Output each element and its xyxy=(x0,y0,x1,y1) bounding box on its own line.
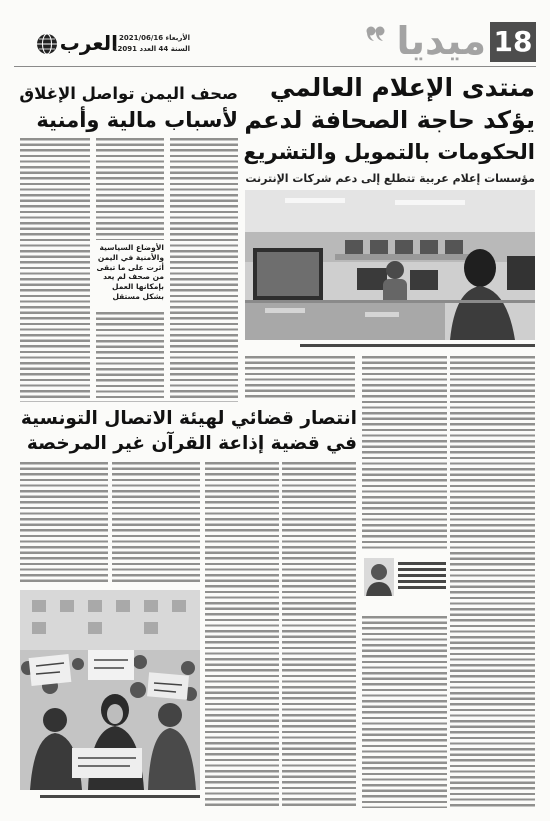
page-number: 18 xyxy=(490,22,536,62)
building xyxy=(20,590,200,650)
protest-sign xyxy=(29,654,72,686)
quote-icon xyxy=(366,26,386,42)
body-text-column xyxy=(205,462,279,808)
body-text-column xyxy=(20,462,108,585)
body-text-column xyxy=(112,462,200,585)
protester-head xyxy=(43,708,67,732)
issue-number: السنة 44 العدد 12091 xyxy=(112,45,190,53)
newsroom-photo xyxy=(245,190,535,340)
yemen-headline-line: لأسباب مالية وأمنية xyxy=(36,108,238,132)
front-monitor-screen xyxy=(257,252,319,296)
monitor xyxy=(357,268,387,290)
body-text-column xyxy=(245,356,355,398)
photo-caption xyxy=(40,795,200,799)
section-name: ميديا xyxy=(396,19,486,63)
tunisia-headline-line: في قضية إذاعة القرآن غير المرخصة xyxy=(26,433,357,454)
keyboard xyxy=(365,312,399,317)
body-text-column xyxy=(362,356,447,552)
monitor xyxy=(507,256,535,290)
back-desk xyxy=(335,254,485,260)
body-text-column xyxy=(282,462,356,808)
protester-head xyxy=(158,703,182,727)
monitor xyxy=(410,270,438,290)
pull-quote: الأوضاع السياسية والأمنية في اليمن أثرت على ما تبقى من صحف لم يعد بإمكانها العمل بشكل مستقل xyxy=(96,243,164,301)
photo-caption xyxy=(300,344,535,348)
journalist-hair xyxy=(464,249,496,287)
issue-date: الأربعاء 2021/06/16 xyxy=(119,34,190,42)
ceiling-light xyxy=(395,200,465,205)
journalist-head xyxy=(386,261,404,279)
keyboard xyxy=(265,308,305,313)
main-headline-line: يؤكد حاجة الصحافة لدعم xyxy=(244,106,535,134)
ceiling xyxy=(245,190,535,232)
main-headline-line: منتدى الإعلام العالمي xyxy=(269,73,535,102)
author-portrait xyxy=(364,558,394,596)
author-name xyxy=(398,562,446,589)
article-divider xyxy=(20,401,238,402)
main-subheadline: مؤسسات إعلام عربية تتطلع إلى دعم شركات الإنترنت xyxy=(245,172,535,185)
body-text-column xyxy=(450,356,535,808)
globe-icon xyxy=(36,33,58,55)
back-row-monitors xyxy=(345,240,463,254)
newspaper-logo: العرب xyxy=(59,31,118,55)
desk-edge xyxy=(245,300,535,303)
protest-sign xyxy=(147,672,189,699)
protest-sign xyxy=(72,748,142,778)
main-headline-line: الحكومات بالتمويل والتشريع xyxy=(243,140,535,164)
body-text-column xyxy=(96,312,164,398)
tunisia-headline-line: انتصار قضائي لهيئة الاتصال التونسية xyxy=(20,408,357,429)
masthead-rule xyxy=(14,66,536,67)
body-text-column xyxy=(96,138,164,240)
protest-photo xyxy=(20,590,200,790)
protester-face xyxy=(107,704,123,724)
protest-sign xyxy=(88,650,134,680)
ceiling-light xyxy=(285,198,345,203)
body-text-column xyxy=(170,138,238,398)
body-text-column xyxy=(20,138,90,398)
yemen-headline-line: صحف اليمن تواصل الإغلاق xyxy=(19,84,238,103)
portrait-head xyxy=(371,564,387,580)
body-text-column xyxy=(362,616,447,808)
